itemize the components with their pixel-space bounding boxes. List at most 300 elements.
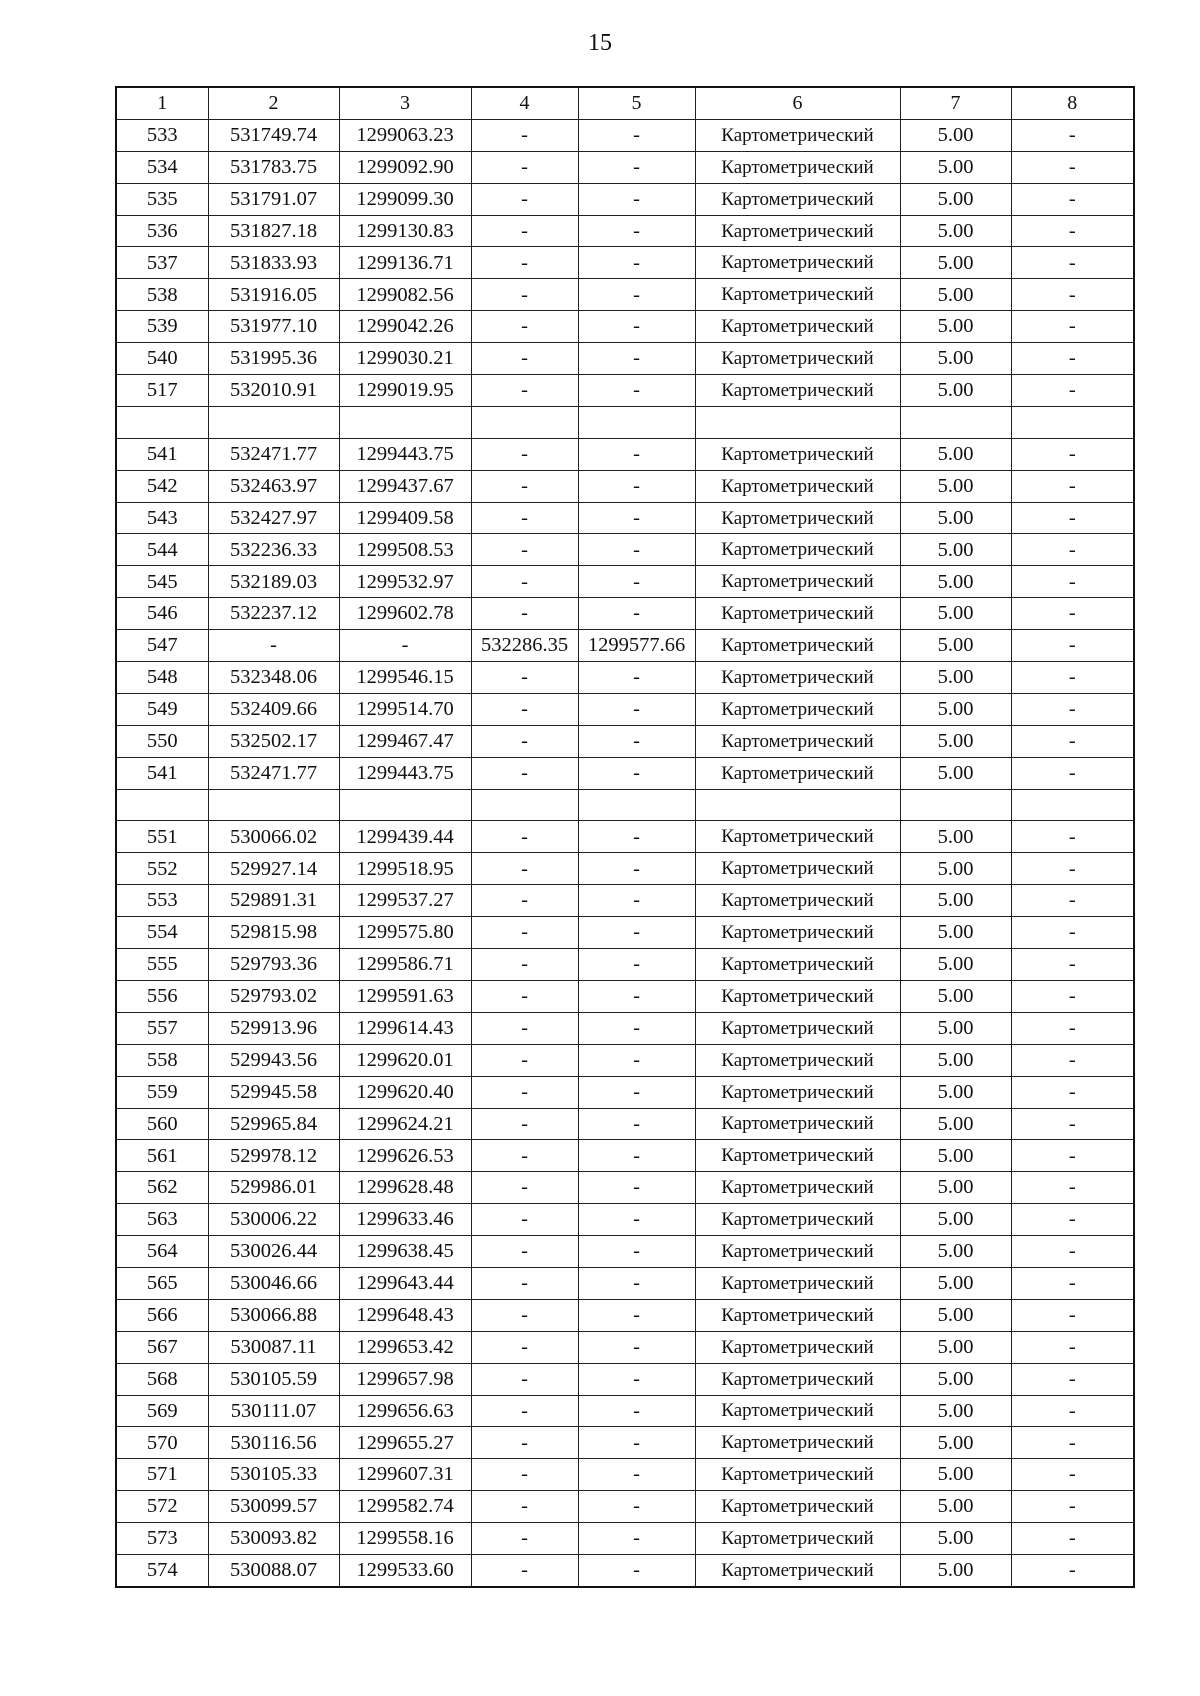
x-coordinate-cell: 531833.93	[208, 247, 339, 279]
description-cell	[1011, 789, 1134, 821]
x-coordinate-cell: 530093.82	[208, 1523, 339, 1555]
x-coordinate-cell: 529793.36	[208, 949, 339, 981]
column-header: 5	[578, 87, 695, 119]
point-number-cell: 561	[116, 1140, 208, 1172]
accuracy-cell: 5.00	[900, 1267, 1011, 1299]
accuracy-cell: 5.00	[900, 757, 1011, 789]
method-cell: Картометрический	[695, 1523, 900, 1555]
accuracy-cell: 5.00	[900, 1108, 1011, 1140]
point-number-cell: 569	[116, 1395, 208, 1427]
table-row	[116, 693, 1134, 725]
table-row	[116, 980, 1134, 1012]
accuracy-cell: 5.00	[900, 1331, 1011, 1363]
y-alt-coordinate-cell: -	[578, 693, 695, 725]
y-alt-coordinate-cell	[578, 406, 695, 438]
table-row	[116, 215, 1134, 247]
x-alt-coordinate-cell: -	[471, 375, 578, 407]
method-cell: Картометрический	[695, 1012, 900, 1044]
table-body	[116, 119, 1134, 1586]
point-number-cell: 545	[116, 566, 208, 598]
y-alt-coordinate-cell: -	[578, 1299, 695, 1331]
accuracy-cell: 5.00	[900, 183, 1011, 215]
y-coordinate-cell: 1299082.56	[339, 279, 471, 311]
table-row	[116, 375, 1134, 407]
method-cell: Картометрический	[695, 183, 900, 215]
y-coordinate-cell: 1299628.48	[339, 1172, 471, 1204]
description-cell: -	[1011, 343, 1134, 375]
description-cell: -	[1011, 1076, 1134, 1108]
point-number-cell: 557	[116, 1012, 208, 1044]
table-row	[116, 1236, 1134, 1268]
x-alt-coordinate-cell: -	[471, 1044, 578, 1076]
table-row	[116, 885, 1134, 917]
y-coordinate-cell: 1299136.71	[339, 247, 471, 279]
accuracy-cell: 5.00	[900, 821, 1011, 853]
description-cell: -	[1011, 1427, 1134, 1459]
accuracy-cell: 5.00	[900, 630, 1011, 662]
y-coordinate-cell	[339, 789, 471, 821]
description-cell: -	[1011, 566, 1134, 598]
description-cell: -	[1011, 1267, 1134, 1299]
x-coordinate-cell: 532236.33	[208, 534, 339, 566]
x-coordinate-cell: 530087.11	[208, 1331, 339, 1363]
description-cell: -	[1011, 1172, 1134, 1204]
y-coordinate-cell: 1299643.44	[339, 1267, 471, 1299]
description-cell: -	[1011, 279, 1134, 311]
y-alt-coordinate-cell: -	[578, 1076, 695, 1108]
method-cell: Картометрический	[695, 1491, 900, 1523]
y-alt-coordinate-cell: -	[578, 1554, 695, 1586]
coordinates-table	[115, 86, 1135, 1588]
table-row	[116, 343, 1134, 375]
x-coordinate-cell: 530006.22	[208, 1204, 339, 1236]
accuracy-cell: 5.00	[900, 1012, 1011, 1044]
point-number-cell: 566	[116, 1299, 208, 1331]
y-alt-coordinate-cell: -	[578, 151, 695, 183]
x-alt-coordinate-cell: -	[471, 1108, 578, 1140]
x-coordinate-cell: 532237.12	[208, 598, 339, 630]
method-cell: Картометрический	[695, 215, 900, 247]
x-coordinate-cell: 530105.33	[208, 1459, 339, 1491]
x-alt-coordinate-cell: -	[471, 1331, 578, 1363]
x-alt-coordinate-cell	[471, 789, 578, 821]
table-row	[116, 311, 1134, 343]
y-alt-coordinate-cell: -	[578, 1204, 695, 1236]
method-cell: Картометрический	[695, 1236, 900, 1268]
table-row	[116, 598, 1134, 630]
table-row	[116, 1554, 1134, 1586]
y-alt-coordinate-cell: -	[578, 949, 695, 981]
table-row	[116, 406, 1134, 438]
method-cell: Картометрический	[695, 119, 900, 151]
description-cell: -	[1011, 1554, 1134, 1586]
method-cell: Картометрический	[695, 598, 900, 630]
method-cell: Картометрический	[695, 949, 900, 981]
y-alt-coordinate-cell: -	[578, 1491, 695, 1523]
description-cell: -	[1011, 151, 1134, 183]
y-alt-coordinate-cell: -	[578, 1108, 695, 1140]
description-cell: -	[1011, 1363, 1134, 1395]
method-cell	[695, 789, 900, 821]
y-coordinate-cell: 1299467.47	[339, 725, 471, 757]
x-coordinate-cell: 532471.77	[208, 757, 339, 789]
table-row	[116, 1012, 1134, 1044]
y-coordinate-cell: 1299602.78	[339, 598, 471, 630]
y-alt-coordinate-cell: -	[578, 119, 695, 151]
accuracy-cell: 5.00	[900, 1363, 1011, 1395]
method-cell: Картометрический	[695, 1427, 900, 1459]
x-alt-coordinate-cell: -	[471, 470, 578, 502]
method-cell: Картометрический	[695, 1331, 900, 1363]
x-coordinate-cell: 529815.98	[208, 917, 339, 949]
x-coordinate-cell: 532427.97	[208, 502, 339, 534]
x-coordinate-cell: 529986.01	[208, 1172, 339, 1204]
y-coordinate-cell: 1299620.01	[339, 1044, 471, 1076]
point-number-cell: 555	[116, 949, 208, 981]
y-coordinate-cell: 1299443.75	[339, 438, 471, 470]
point-number-cell: 571	[116, 1459, 208, 1491]
accuracy-cell: 5.00	[900, 215, 1011, 247]
y-alt-coordinate-cell: -	[578, 1044, 695, 1076]
x-alt-coordinate-cell: -	[471, 247, 578, 279]
point-number-cell: 537	[116, 247, 208, 279]
x-alt-coordinate-cell: -	[471, 853, 578, 885]
x-alt-coordinate-cell	[471, 406, 578, 438]
x-alt-coordinate-cell: -	[471, 1012, 578, 1044]
method-cell: Картометрический	[695, 279, 900, 311]
x-coordinate-cell: 529943.56	[208, 1044, 339, 1076]
table-row	[116, 151, 1134, 183]
description-cell: -	[1011, 949, 1134, 981]
accuracy-cell	[900, 789, 1011, 821]
accuracy-cell: 5.00	[900, 1204, 1011, 1236]
description-cell: -	[1011, 375, 1134, 407]
description-cell: -	[1011, 1459, 1134, 1491]
method-cell: Картометрический	[695, 470, 900, 502]
y-coordinate-cell: 1299656.63	[339, 1395, 471, 1427]
accuracy-cell: 5.00	[900, 1140, 1011, 1172]
method-cell	[695, 406, 900, 438]
accuracy-cell: 5.00	[900, 438, 1011, 470]
description-cell: -	[1011, 662, 1134, 694]
table-row	[116, 566, 1134, 598]
point-number-cell: 563	[116, 1204, 208, 1236]
column-header: 3	[339, 87, 471, 119]
point-number-cell: 562	[116, 1172, 208, 1204]
point-number-cell: 553	[116, 885, 208, 917]
y-coordinate-cell: 1299626.53	[339, 1140, 471, 1172]
table-row	[116, 534, 1134, 566]
x-coordinate-cell: 532348.06	[208, 662, 339, 694]
method-cell: Картометрический	[695, 566, 900, 598]
x-coordinate-cell: 529793.02	[208, 980, 339, 1012]
y-alt-coordinate-cell: -	[578, 1363, 695, 1395]
method-cell: Картометрический	[695, 693, 900, 725]
table-row	[116, 1523, 1134, 1555]
method-cell: Картометрический	[695, 1267, 900, 1299]
x-alt-coordinate-cell: -	[471, 917, 578, 949]
x-coordinate-cell: 532463.97	[208, 470, 339, 502]
table-row	[116, 1267, 1134, 1299]
y-alt-coordinate-cell: -	[578, 1012, 695, 1044]
y-coordinate-cell: 1299620.40	[339, 1076, 471, 1108]
x-alt-coordinate-cell: -	[471, 183, 578, 215]
description-cell: -	[1011, 725, 1134, 757]
x-alt-coordinate-cell: -	[471, 502, 578, 534]
point-number-cell: 540	[116, 343, 208, 375]
y-alt-coordinate-cell: -	[578, 215, 695, 247]
point-number-cell: 546	[116, 598, 208, 630]
point-number-cell: 535	[116, 183, 208, 215]
x-coordinate-cell: 532010.91	[208, 375, 339, 407]
x-coordinate-cell	[208, 406, 339, 438]
x-coordinate-cell: 530066.02	[208, 821, 339, 853]
y-coordinate-cell: 1299443.75	[339, 757, 471, 789]
point-number-cell: 552	[116, 853, 208, 885]
description-cell: -	[1011, 1044, 1134, 1076]
description-cell: -	[1011, 502, 1134, 534]
point-number-cell: 565	[116, 1267, 208, 1299]
table-header-row	[116, 87, 1134, 119]
description-cell: -	[1011, 885, 1134, 917]
point-number-cell: 554	[116, 917, 208, 949]
y-coordinate-cell: 1299019.95	[339, 375, 471, 407]
x-alt-coordinate-cell: -	[471, 757, 578, 789]
y-alt-coordinate-cell: -	[578, 1331, 695, 1363]
x-coordinate-cell: 529945.58	[208, 1076, 339, 1108]
description-cell: -	[1011, 119, 1134, 151]
y-alt-coordinate-cell: 1299577.66	[578, 630, 695, 662]
y-alt-coordinate-cell: -	[578, 311, 695, 343]
method-cell: Картометрический	[695, 1140, 900, 1172]
x-coordinate-cell: 531995.36	[208, 343, 339, 375]
y-alt-coordinate-cell: -	[578, 853, 695, 885]
point-number-cell: 556	[116, 980, 208, 1012]
point-number-cell: 542	[116, 470, 208, 502]
method-cell: Картометрический	[695, 853, 900, 885]
accuracy-cell: 5.00	[900, 662, 1011, 694]
y-alt-coordinate-cell: -	[578, 247, 695, 279]
y-alt-coordinate-cell: -	[578, 917, 695, 949]
x-coordinate-cell: 531791.07	[208, 183, 339, 215]
method-cell: Картометрический	[695, 1172, 900, 1204]
x-alt-coordinate-cell: -	[471, 821, 578, 853]
x-coordinate-cell: 531749.74	[208, 119, 339, 151]
accuracy-cell: 5.00	[900, 693, 1011, 725]
point-number-cell: 541	[116, 438, 208, 470]
description-cell: -	[1011, 757, 1134, 789]
description-cell: -	[1011, 1140, 1134, 1172]
point-number-cell: 533	[116, 119, 208, 151]
method-cell: Картометрический	[695, 725, 900, 757]
description-cell: -	[1011, 1204, 1134, 1236]
table-row	[116, 183, 1134, 215]
x-alt-coordinate-cell: -	[471, 1267, 578, 1299]
y-coordinate-cell: 1299518.95	[339, 853, 471, 885]
y-alt-coordinate-cell: -	[578, 502, 695, 534]
x-alt-coordinate-cell: 532286.35	[471, 630, 578, 662]
table-row	[116, 821, 1134, 853]
x-alt-coordinate-cell: -	[471, 343, 578, 375]
y-coordinate-cell: 1299546.15	[339, 662, 471, 694]
method-cell: Картометрический	[695, 343, 900, 375]
method-cell: Картометрический	[695, 917, 900, 949]
table-row	[116, 1331, 1134, 1363]
y-coordinate-cell: 1299537.27	[339, 885, 471, 917]
x-alt-coordinate-cell: -	[471, 1554, 578, 1586]
point-number-cell: 517	[116, 375, 208, 407]
y-coordinate-cell: 1299532.97	[339, 566, 471, 598]
method-cell: Картометрический	[695, 151, 900, 183]
table-row	[116, 725, 1134, 757]
y-coordinate-cell: 1299624.21	[339, 1108, 471, 1140]
y-coordinate-cell: 1299042.26	[339, 311, 471, 343]
point-number-cell: 567	[116, 1331, 208, 1363]
method-cell: Картометрический	[695, 1459, 900, 1491]
x-alt-coordinate-cell: -	[471, 725, 578, 757]
x-alt-coordinate-cell: -	[471, 151, 578, 183]
x-coordinate-cell: 531783.75	[208, 151, 339, 183]
y-coordinate-cell: 1299586.71	[339, 949, 471, 981]
point-number-cell: 574	[116, 1554, 208, 1586]
method-cell: Картометрический	[695, 438, 900, 470]
y-coordinate-cell: 1299030.21	[339, 343, 471, 375]
y-alt-coordinate-cell	[578, 789, 695, 821]
x-coordinate-cell: 531977.10	[208, 311, 339, 343]
y-alt-coordinate-cell: -	[578, 1523, 695, 1555]
point-number-cell: 558	[116, 1044, 208, 1076]
method-cell: Картометрический	[695, 662, 900, 694]
y-alt-coordinate-cell: -	[578, 279, 695, 311]
accuracy-cell: 5.00	[900, 279, 1011, 311]
table-row	[116, 1204, 1134, 1236]
y-alt-coordinate-cell: -	[578, 470, 695, 502]
point-number-cell: 549	[116, 693, 208, 725]
point-number-cell: 559	[116, 1076, 208, 1108]
y-alt-coordinate-cell: -	[578, 1236, 695, 1268]
y-alt-coordinate-cell: -	[578, 757, 695, 789]
description-cell: -	[1011, 1012, 1134, 1044]
point-number-cell: 538	[116, 279, 208, 311]
y-coordinate-cell: 1299437.67	[339, 470, 471, 502]
x-alt-coordinate-cell: -	[471, 980, 578, 1012]
method-cell: Картометрический	[695, 1395, 900, 1427]
x-coordinate-cell: 530066.88	[208, 1299, 339, 1331]
point-number-cell: 547	[116, 630, 208, 662]
accuracy-cell: 5.00	[900, 885, 1011, 917]
table-row	[116, 438, 1134, 470]
description-cell: -	[1011, 598, 1134, 630]
y-coordinate-cell: 1299439.44	[339, 821, 471, 853]
x-alt-coordinate-cell: -	[471, 1459, 578, 1491]
method-cell: Картометрический	[695, 534, 900, 566]
x-coordinate-cell: 530026.44	[208, 1236, 339, 1268]
description-cell: -	[1011, 215, 1134, 247]
accuracy-cell: 5.00	[900, 343, 1011, 375]
y-alt-coordinate-cell: -	[578, 1459, 695, 1491]
x-coordinate-cell: 529978.12	[208, 1140, 339, 1172]
y-coordinate-cell: 1299514.70	[339, 693, 471, 725]
accuracy-cell: 5.00	[900, 534, 1011, 566]
y-coordinate-cell: 1299655.27	[339, 1427, 471, 1459]
table-row	[116, 1491, 1134, 1523]
x-coordinate-cell: 530088.07	[208, 1554, 339, 1586]
description-cell: -	[1011, 821, 1134, 853]
y-coordinate-cell: 1299607.31	[339, 1459, 471, 1491]
accuracy-cell: 5.00	[900, 1554, 1011, 1586]
y-alt-coordinate-cell: -	[578, 183, 695, 215]
x-coordinate-cell: 530111.07	[208, 1395, 339, 1427]
y-alt-coordinate-cell: -	[578, 598, 695, 630]
y-coordinate-cell: 1299409.58	[339, 502, 471, 534]
table-row	[116, 757, 1134, 789]
x-coordinate-cell: 530116.56	[208, 1427, 339, 1459]
x-alt-coordinate-cell: -	[471, 1395, 578, 1427]
point-number-cell: 544	[116, 534, 208, 566]
method-cell: Картометрический	[695, 1299, 900, 1331]
y-coordinate-cell: 1299130.83	[339, 215, 471, 247]
y-alt-coordinate-cell: -	[578, 1267, 695, 1299]
x-alt-coordinate-cell: -	[471, 1363, 578, 1395]
column-header: 6	[695, 87, 900, 119]
accuracy-cell: 5.00	[900, 1491, 1011, 1523]
point-number-cell: 572	[116, 1491, 208, 1523]
y-coordinate-cell: 1299657.98	[339, 1363, 471, 1395]
x-coordinate-cell: 532189.03	[208, 566, 339, 598]
x-alt-coordinate-cell: -	[471, 1427, 578, 1459]
method-cell: Картометрический	[695, 375, 900, 407]
method-cell: Картометрический	[695, 630, 900, 662]
description-cell: -	[1011, 917, 1134, 949]
x-alt-coordinate-cell: -	[471, 1523, 578, 1555]
x-alt-coordinate-cell: -	[471, 598, 578, 630]
accuracy-cell: 5.00	[900, 1076, 1011, 1108]
page-number: 15	[588, 30, 612, 56]
x-alt-coordinate-cell: -	[471, 438, 578, 470]
x-alt-coordinate-cell: -	[471, 693, 578, 725]
y-alt-coordinate-cell: -	[578, 1140, 695, 1172]
x-coordinate-cell: -	[208, 630, 339, 662]
y-coordinate-cell: 1299533.60	[339, 1554, 471, 1586]
x-alt-coordinate-cell: -	[471, 1172, 578, 1204]
description-cell: -	[1011, 693, 1134, 725]
method-cell: Картометрический	[695, 1363, 900, 1395]
x-coordinate-cell: 529891.31	[208, 885, 339, 917]
y-coordinate-cell	[339, 406, 471, 438]
y-alt-coordinate-cell: -	[578, 980, 695, 1012]
table-row	[116, 1427, 1134, 1459]
x-coordinate-cell: 530099.57	[208, 1491, 339, 1523]
x-alt-coordinate-cell: -	[471, 662, 578, 694]
accuracy-cell: 5.00	[900, 566, 1011, 598]
x-coordinate-cell: 532502.17	[208, 725, 339, 757]
point-number-cell: 536	[116, 215, 208, 247]
column-header: 2	[208, 87, 339, 119]
description-cell: -	[1011, 630, 1134, 662]
y-coordinate-cell: 1299582.74	[339, 1491, 471, 1523]
table-row	[116, 1044, 1134, 1076]
table-row	[116, 247, 1134, 279]
table-row	[116, 949, 1134, 981]
y-alt-coordinate-cell: -	[578, 1427, 695, 1459]
accuracy-cell: 5.00	[900, 311, 1011, 343]
table-row	[116, 502, 1134, 534]
point-number-cell: 550	[116, 725, 208, 757]
y-coordinate-cell: 1299099.30	[339, 183, 471, 215]
y-coordinate-cell: -	[339, 630, 471, 662]
description-cell: -	[1011, 980, 1134, 1012]
x-coordinate-cell: 532471.77	[208, 438, 339, 470]
